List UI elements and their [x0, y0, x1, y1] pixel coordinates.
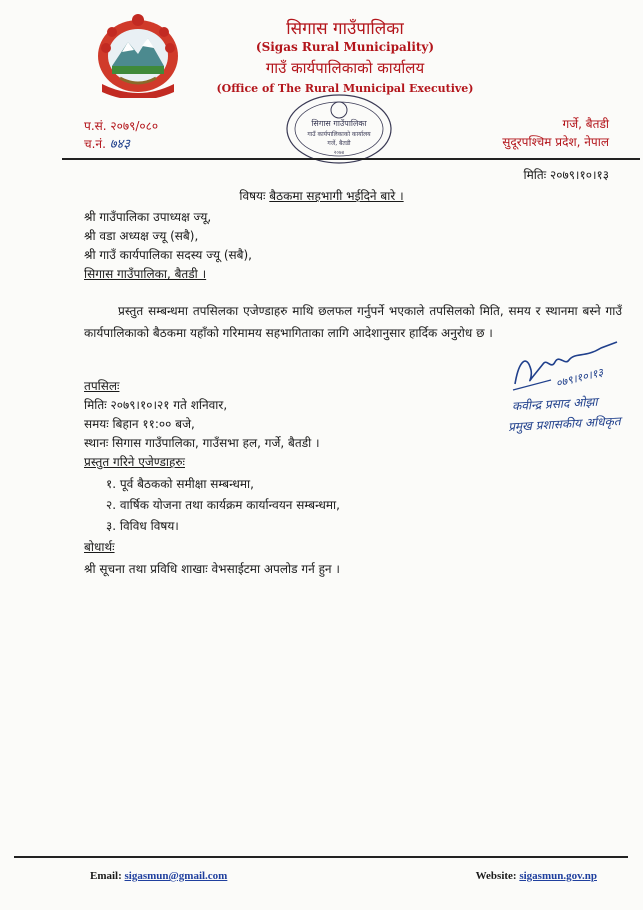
footer-divider — [14, 856, 628, 858]
email-label: Email: — [90, 870, 122, 882]
dispatch-number — [84, 134, 130, 152]
recipient-line: सिगास गाउँपालिका, बैतडी । — [84, 267, 207, 281]
office-stamp — [283, 92, 395, 166]
meeting-date: मितिः २०७९।१०।२१ गते शनिवार, — [84, 398, 228, 412]
recipient-line: श्री गाउँ कार्यपालिका सदस्य ज्यू (सबै), — [84, 248, 252, 262]
agenda-item: ३. विविध विषय। — [106, 519, 179, 533]
cc-recipient: श्री सूचना तथा प्रविधि शाखाः वेभसाईटमा अपलोड गर्न हुन । — [84, 562, 340, 576]
municipality-title-english: (Sigas Rural Municipality) — [255, 40, 435, 54]
agenda-heading: प्रस्तुत गरिने एजेण्डाहरुः — [84, 455, 185, 469]
footer-email — [90, 870, 227, 882]
nepal-emblem-icon — [92, 12, 184, 98]
meeting-time: समयः बिहान ११:०० बजे, — [84, 417, 195, 431]
reference-number: प.सं. २०७९/०८० — [84, 119, 159, 133]
office-title-english: (Office of The Rural Municipal Executive) — [216, 82, 474, 95]
agenda-item: १. पूर्व बैठकको समीक्षा सम्बन्धमा, — [106, 477, 254, 491]
footer-website — [476, 870, 597, 882]
letter-subject — [0, 187, 643, 204]
stamp-line-1: सिगास गाउँपालिका — [311, 119, 367, 128]
dispatch-number-value: ७४३ — [109, 137, 131, 152]
website-label: Website: — [475, 870, 517, 882]
dispatch-number-label: च.नं. — [84, 137, 106, 151]
stamp-line-3: गर्जे, बैतडी — [327, 140, 351, 147]
letter-body: प्रस्तुत सम्बन्धमा तपसिलका एजेण्डाहरु माथि छलफल गर्नुपर्ने भएकाले तपसिलको मिति, समय र स्थानमा बस्ने गाउँ कार्यपालिकाको बैठकमा यहाँको गरिमामय सहभागिताका लागि आदेशानुसार हार्दिक अनुरोध छ । — [84, 304, 622, 340]
recipient-line: श्री वडा अध्यक्ष ज्यू (सबै), — [84, 229, 199, 243]
details-heading: तपसिलः — [84, 379, 120, 393]
email-link[interactable]: sigasmun@gmail.com — [124, 870, 228, 882]
municipality-title-nepali: सिगास गाउँपालिका — [286, 19, 404, 39]
stamp-line-2: गाउँ कार्यपालिकाको कार्यालय — [307, 131, 371, 138]
stamp-line-4: २०७४ — [333, 150, 345, 156]
agenda-item: २. वार्षिक योजना तथा कार्यक्रम कार्यान्वयन सम्बन्धमा, — [106, 498, 340, 512]
office-province: सुदूरपश्चिम प्रदेश, नेपाल — [502, 135, 609, 149]
signatory-name: कवीन्द्र प्रसाद ओझा — [511, 394, 598, 414]
meeting-place: स्थानः सिगास गाउँपालिका, गाउँसभा हल, गर्जे, बैतडी । — [84, 436, 320, 450]
office-title-nepali: गाउँ कार्यपालिकाको कार्यालय — [265, 59, 425, 77]
cc-heading: बोधार्थः — [84, 540, 115, 554]
website-link[interactable]: sigasmun.gov.np — [519, 870, 597, 882]
letter-date: मितिः २०७९।१०।१३ — [523, 168, 609, 182]
signature-date: ०७९।१०।१३ — [554, 365, 605, 391]
subject-label: विषयः — [239, 189, 266, 203]
signatory-title: प्रमुख प्रशासकीय अधिकृत — [507, 414, 621, 434]
office-place: गर्जे, बैतडी — [562, 117, 609, 131]
header-divider — [62, 158, 640, 160]
recipient-line: श्री गाउँपालिका उपाध्यक्ष ज्यू, — [84, 210, 212, 224]
subject-text: बैठकमा सहभागी भईदिने बारे । — [269, 189, 404, 203]
handwritten-signature — [505, 340, 625, 396]
